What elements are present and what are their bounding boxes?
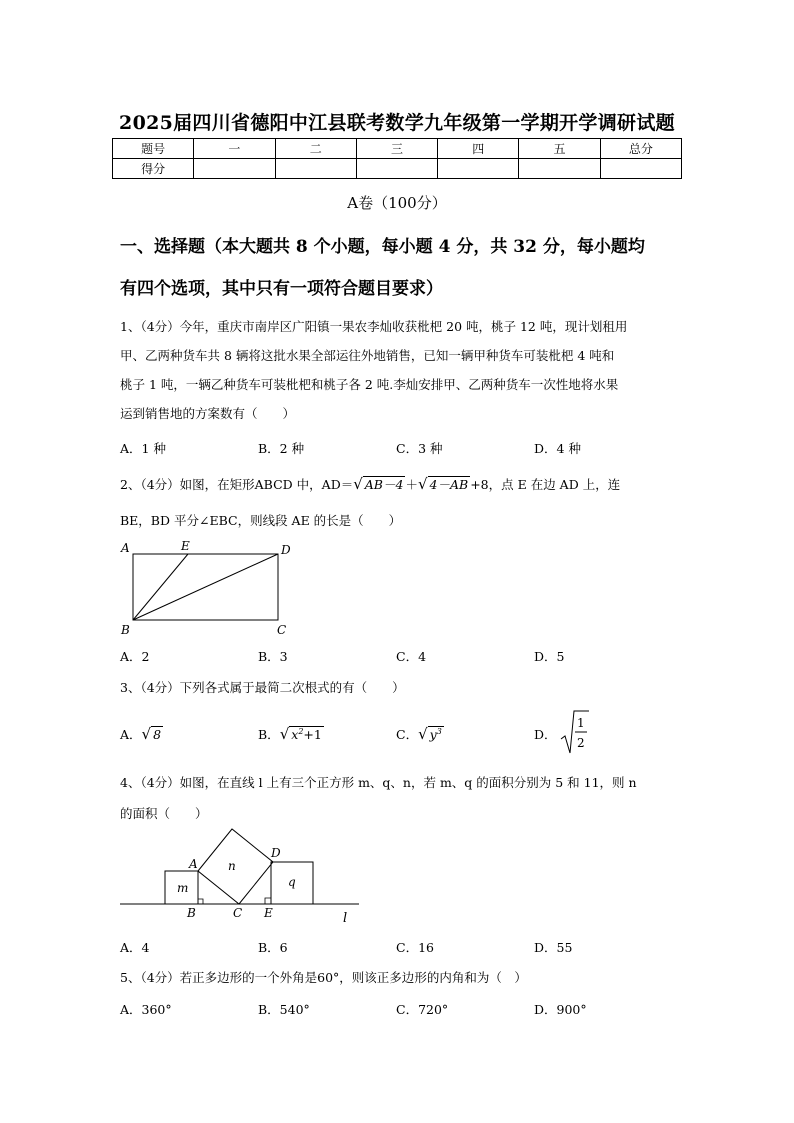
table-cell[interactable] <box>356 159 437 179</box>
label-c: C <box>233 906 243 920</box>
table-cell: 总分 <box>600 139 681 159</box>
q5-option-d[interactable]: D．900° <box>534 1002 587 1017</box>
label-c: C <box>277 623 287 637</box>
exponent: 2 <box>298 726 304 736</box>
table-cell: 三 <box>356 139 437 159</box>
q2-line1-end: +8，点 E 在边 AD 上，连 <box>470 477 621 492</box>
sqrt-expression: √ $y^3$ <box>418 725 442 743</box>
q5-option-b[interactable]: B．540° <box>258 1002 310 1017</box>
segment-bd <box>133 554 278 620</box>
label-d: D <box>281 543 291 557</box>
option-label: C． <box>396 727 419 742</box>
label-a: A <box>189 857 198 871</box>
sqrt-fraction-figure <box>560 709 590 755</box>
option-label: A． <box>120 727 142 742</box>
fraction-numerator: 1 <box>577 716 585 730</box>
plus-sign: ＋ <box>405 477 418 492</box>
q2-line2: BE，BD 平分∠EBC，则线段 AE 的长是（ ） <box>120 513 402 528</box>
q3-option-c[interactable] <box>396 725 444 743</box>
q4-squares-figure <box>115 826 365 928</box>
sqrt-radicand: AB－4 <box>364 477 404 492</box>
sqrt-expression: √ $x^2+1$ <box>279 725 322 743</box>
table-cell[interactable] <box>194 159 275 179</box>
table-cell: 四 <box>438 139 519 159</box>
table-row <box>113 159 682 179</box>
q1-line4: 运到销售地的方案数有（ ） <box>120 406 296 421</box>
fraction-denominator: 2 <box>577 736 585 750</box>
q4-option-d[interactable]: D．55 <box>534 940 573 955</box>
q2-option-a[interactable]: A．2 <box>120 649 150 664</box>
table-cell: 题号 <box>113 139 194 159</box>
table-row <box>113 139 682 159</box>
option-label: B． <box>258 727 280 742</box>
table-cell: 得分 <box>113 159 194 179</box>
q2-rectangle-figure <box>115 538 305 640</box>
tail: +1 <box>303 727 322 742</box>
q2-line1 <box>120 475 620 493</box>
q3-option-d[interactable] <box>534 725 557 743</box>
exam-title: 2025届四川省德阳中江县联考数学九年级第一学期开学调研试题 <box>119 112 675 134</box>
sqrt-radicand: 8 <box>153 727 162 742</box>
q1-line1: 1、（4分）今年，重庆市南岸区广阳镇一果农李灿收获枇杷 20 吨，桃子 12 吨，现计划租用 <box>120 319 628 334</box>
q4-option-a[interactable]: A．4 <box>120 940 150 955</box>
exponent: 3 <box>436 726 442 736</box>
score-table <box>112 138 682 179</box>
q5-option-c[interactable]: C．720° <box>396 1002 449 1017</box>
q1-line2: 甲、乙两种货车共 8 辆将这批水果全部运往外地销售，已知一辆甲种货车可装枇杷 4 吨和 <box>120 348 615 363</box>
q4-option-c[interactable]: C．16 <box>396 940 434 955</box>
q5-option-a[interactable]: A．360° <box>120 1002 172 1017</box>
right-angle-mark <box>265 898 271 904</box>
q2-option-d[interactable]: D．5 <box>534 649 565 664</box>
table-cell: 二 <box>275 139 356 159</box>
sqrt-radicand <box>428 726 444 742</box>
table-cell[interactable] <box>519 159 600 179</box>
q1-option-a[interactable]: A．1 种 <box>120 441 166 456</box>
table-cell: 一 <box>194 139 275 159</box>
right-angle-mark <box>198 899 203 904</box>
label-b: B <box>121 623 130 637</box>
q2-line1-start: 2、（4分）如图，在矩形ABCD 中，AD＝ <box>120 477 354 492</box>
table-cell[interactable] <box>438 159 519 179</box>
sqrt-radicand <box>289 726 324 742</box>
label-m: m <box>177 881 189 895</box>
label-n: n <box>228 859 236 873</box>
q3-option-a[interactable] <box>120 725 163 743</box>
q4-line1: 4、（4分）如图，在直线 l 上有三个正方形 m、q、n，若 m、q 的面积分别为 5 和 11，则 n <box>120 775 637 790</box>
sqrt-radicand: 4－AB <box>429 477 469 492</box>
table-cell: 五 <box>519 139 600 159</box>
q1-option-b[interactable]: B．2 种 <box>258 441 305 456</box>
label-b: B <box>187 906 196 920</box>
base: x <box>291 727 299 742</box>
section-a-heading: A卷（100分） <box>347 194 447 212</box>
q1-option-c[interactable]: C．3 种 <box>396 441 443 456</box>
q1-option-d[interactable]: D．4 种 <box>534 441 581 456</box>
label-d: D <box>271 846 281 860</box>
sqrt-expression: √ AB－4 <box>353 475 404 493</box>
q2-option-b[interactable]: B．3 <box>258 649 288 664</box>
base: y <box>429 727 437 742</box>
label-a: A <box>121 541 130 555</box>
sqrt-expression: √ 8 <box>141 725 162 743</box>
q2-option-c[interactable]: C．4 <box>396 649 427 664</box>
q4-line2: 的面积（ ） <box>120 806 208 821</box>
label-e: E <box>181 539 190 553</box>
q4-option-b[interactable]: B．6 <box>258 940 288 955</box>
label-l: l <box>343 911 348 926</box>
q3-line1: 3、（4分）下列各式属于最简二次根式的有（ ） <box>120 680 405 695</box>
label-e: E <box>264 906 273 920</box>
table-cell[interactable] <box>600 159 681 179</box>
part1-heading-line2: 有四个选项，其中只有一项符合题目要求） <box>120 279 443 299</box>
label-q: q <box>288 875 296 889</box>
table-cell[interactable] <box>275 159 356 179</box>
q1-line3: 桃子 1 吨，一辆乙种货车可装枇杷和桃子各 2 吨.李灿安排甲、乙两种货车一次性地将水果 <box>120 377 619 392</box>
option-label: D． <box>534 727 557 742</box>
q3-option-b[interactable] <box>258 725 324 743</box>
segment-be <box>133 554 188 620</box>
part1-heading-line1: 一、选择题（本大题共 8 个小题，每小题 4 分，共 32 分，每小题均 <box>120 237 645 257</box>
q5-line1: 5、（4分）若正多边形的一个外角是60°，则该正多边形的内角和为（ ） <box>120 970 527 985</box>
sqrt-expression: √ 4－AB <box>417 475 469 493</box>
